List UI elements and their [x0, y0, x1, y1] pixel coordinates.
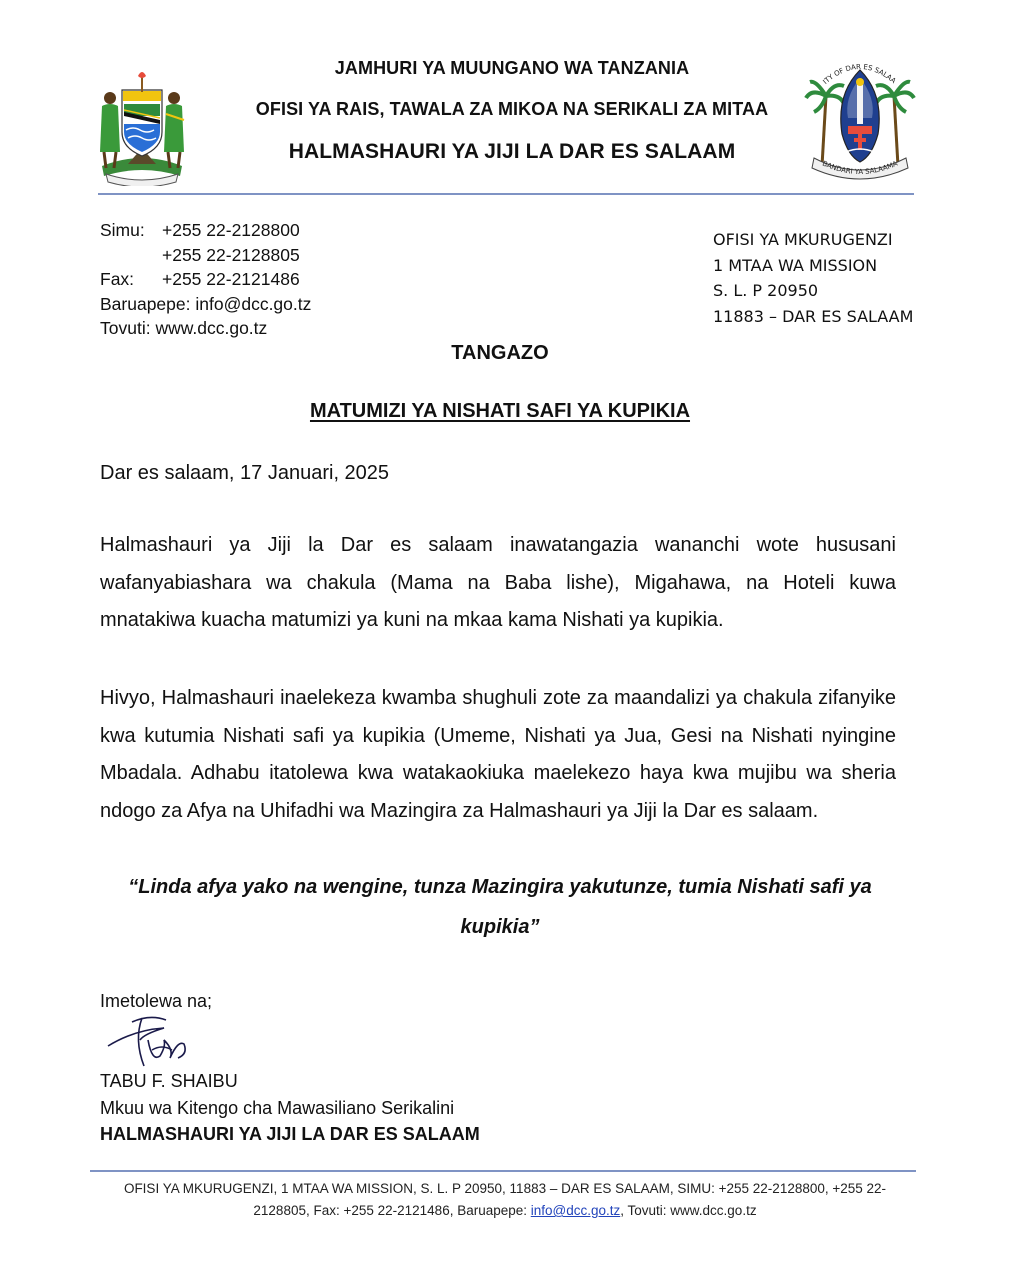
tanzania-coat-of-arms-icon [88, 68, 196, 186]
phone-number-1: +255 22-2128800 [162, 220, 300, 240]
phone-label: Simu: [100, 220, 145, 240]
notice-date: Dar es salaam, 17 Januari, 2025 [100, 462, 390, 484]
email-line: Baruapepe: info@dcc.go.tz [100, 293, 312, 314]
header-divider [98, 193, 914, 195]
svg-text:BANDARI YA SALAAMA: BANDARI YA SALAAMA [821, 159, 899, 177]
address-line-1: OFISI YA MKURUGENZI [713, 230, 893, 249]
notice-subject-text: MATUMIZI YA NISHATI SAFI YA KUPIKIA [309, 400, 691, 422]
notice-title: TANGAZO [451, 342, 549, 364]
address-block [713, 227, 913, 329]
website-line: Tovuti: www.dcc.go.tz [100, 318, 268, 338]
footer-divider [90, 1170, 916, 1172]
footer-email-link[interactable]: info@dcc.go.tz [530, 1203, 621, 1218]
signatory-name: TABU F. SHAIBU [100, 1071, 238, 1091]
address-line-3: S. L. P 20950 [713, 281, 819, 300]
issued-by-label: Imetolewa na; [100, 991, 213, 1011]
handwritten-signature-icon [104, 1010, 194, 1072]
footer-text-1: OFISI YA MKURUGENZI, 1 MTAA WA MISSION, S. L. P 20950, 11883 – DAR ES SALAAM, SIMU: +255 22-2128800, +255 22-2128805, Fax: +255 22-2121486, Baruapepe: [123, 1181, 887, 1218]
phone-number-2: +255 22-2128805 [162, 244, 300, 265]
footer [110, 1178, 900, 1222]
svg-text:CITY OF DAR ES SALAAM: ITY OF DAR ES SALAA [821, 62, 898, 86]
notice-slogan: “Linda afya yako na wengine, tunza Mazingira yakutunze, tumia Nishati safi ya kupikia” [128, 876, 872, 938]
footer-text-2: , Tovuti: www.dcc.go.tz [620, 1203, 757, 1218]
header-council: HALMASHAURI YA JIJI LA DAR ES SALAAM [288, 140, 736, 163]
fax-number: +255 22-2121486 [162, 269, 300, 289]
signatory-role: Mkuu wa Kitengo cha Mawasiliano Serikalini [100, 1098, 455, 1118]
signatory-council: HALMASHAURI YA JIJI LA DAR ES SALAAM [100, 1124, 480, 1144]
address-line-4: 11883 – DAR ES SALAAM [713, 306, 914, 326]
notice-subject [0, 400, 1000, 423]
notice-paragraph-2: Hivyo, Halmashauri inaelekeza kwamba shughuli zote za maandalizi ya chakula zifanyike kwa kutumia Nishati safi ya kupikia (Umeme, Nishati ya Jua, Gesi na Nishati nyingine Mbadala. Adhabu itatolewa kwa watakaokiuka maelekezo haya kwa mujibu wa sheria ndogo za Afya na Uhifadhi wa Mazingira za Halmashauri ya Jiji la Dar es salaam. [100, 687, 896, 822]
header-office: OFISI YA RAIS, TAWALA ZA MIKOA NA SERIKALI ZA MITAA [255, 99, 769, 119]
fax-label: Fax: [100, 269, 135, 289]
notice-paragraph-1: Halmashauri ya Jiji la Dar es salaam inawatangazia wananchi wote hususani wafanyabiashara wa chakula (Mama na Baba lishe), Migahawa, na Hoteli kuwa mnatakiwa kuacha matumizi ya kuni na mkaa kama Nishati ya kupikia. [100, 534, 896, 631]
header-republic: JAMHURI YA MUUNGANO WA TANZANIA [334, 58, 690, 78]
contact-block [100, 218, 311, 341]
address-line-2: 1 MTAA WA MISSION [713, 255, 878, 275]
